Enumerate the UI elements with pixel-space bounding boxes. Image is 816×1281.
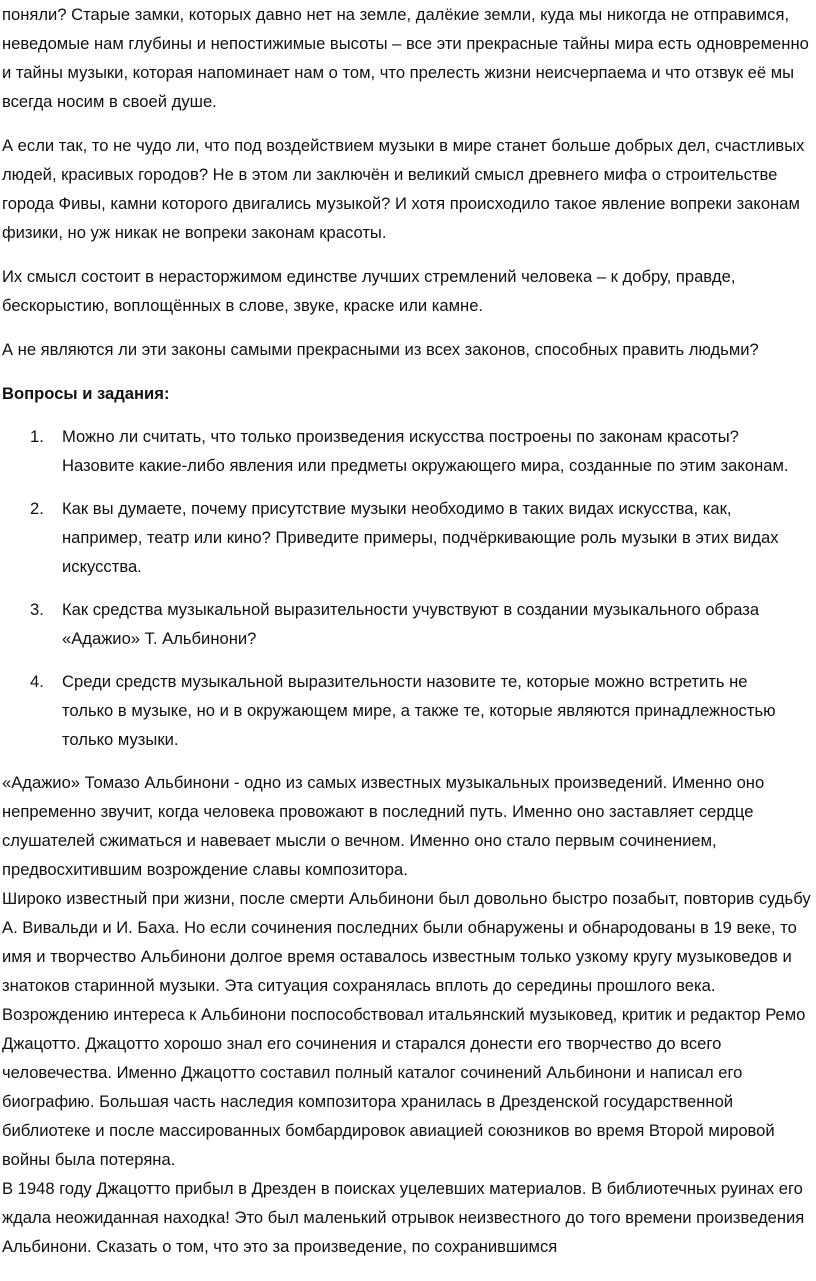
question-number: 1. <box>30 427 44 446</box>
question-text: Как средства музыкальной выразительности учувствуют в создании музыкального образа «Адажио» Т. Альбинони? <box>62 600 760 648</box>
question-item <box>0 667 816 754</box>
article-paragraph: Широко известный при жизни, после смерти Альбинони был довольно быстро позабыт, повторив судьбу А. Вивальди и И. Баха. Но если сочинения последних были обнаружены и обнародованы в 19 веке, то имя и творчество Альбинони долгое время оставалось известным только узкому кругу музыковедов и знатоков старинной музыки. Эта ситуация сохранялась вплоть до середины прошлого века. <box>2 889 811 995</box>
question-number: 4. <box>30 672 44 691</box>
question-item <box>0 422 816 480</box>
article-section <box>0 768 816 1261</box>
paragraph: Их смысл состоит в нерасторжимом единстве лучших стремлений человека – к добру, правде, бескорыстию, воплощённых в слове, звуке, краске или камне. <box>2 267 736 315</box>
question-text: Среди средств музыкальной выразительности назовите те, которые можно встретить не только в музыке, но и в окружающем мире, а также те, которые являются принадлежностью только музыки. <box>62 672 776 749</box>
article-paragraph: В 1948 году Джацотто прибыл в Дрезден в поисках уцелевших материалов. В библиотечных руинах его ждала неожиданная находка! Это был маленький отрывок неизвестного до того времени произведения Альбинони. Сказать о том, что это за произведение, по сохранившимся <box>2 1179 805 1256</box>
question-number: 2. <box>30 499 44 518</box>
article-paragraph: «Адажио» Томазо Альбинони - одно из самых известных музыкальных произведений. Именно оно непременно звучит, когда человека провожают в последний путь. Именно оно заставляет сердце слушателей сжиматься и навевает мысли о вечном. Именно оно стало первым сочинением, предвосхитившим возрождение славы композитора. <box>2 773 765 879</box>
article-paragraph: Возрождению интереса к Альбинони поспособствовал итальянский музыковед, критик и редактор Ремо Джацотто. Джацотто хорошо знал его сочинения и старался донести его творчество до всего человечества. Именно Джацотто составил полный каталог сочинений Альбинони и написал его биографию. Большая часть наследия композитора хранилась в Дрезденской государственной библиотеке и после массированных бомбардировок авиацией союзников во время Второй мировой войны была потеряна. <box>2 1005 806 1169</box>
questions-list <box>0 422 816 754</box>
question-item <box>0 595 816 653</box>
paragraph: А не являются ли эти законы самыми прекрасными из всех законов, способных править людьми? <box>2 340 759 359</box>
question-text: Как вы думаете, почему присутствие музыки необходимо в таких видах искусства, как, например, театр или кино? Приведите примеры, подчёркивающие роль музыки в этих видах искусства. <box>62 499 779 576</box>
question-item <box>0 494 816 581</box>
questions-heading: Вопросы и задания: <box>2 384 170 403</box>
question-number: 3. <box>30 600 44 619</box>
paragraph: А если так, то не чудо ли, что под воздействием музыки в мире станет больше добрых дел, счастливых людей, красивых городов? Не в этом ли заключён и великий смысл древнего мифа о строительстве города Фивы, камни которого двигались музыкой? И хотя происходило такое явление вопреки законам физики, но уж никак не вопреки законам красоты. <box>2 136 805 242</box>
paragraph: поняли? Старые замки, которых давно нет на земле, далёкие земли, куда мы никогда не отправимся, неведомые нам глубины и непостижимые высоты – все эти прекрасные тайны мира есть одновременно и тайны музыки, которая напоминает нам о том, что прелесть жизни неисчерпаема и что отзвук её мы всегда носим в своей душе. <box>2 5 809 111</box>
question-text: Можно ли считать, что только произведения искусства построены по законам красоты? Назовите какие-либо явления или предметы окружающего мира, созданные по этим законам. <box>62 427 789 475</box>
